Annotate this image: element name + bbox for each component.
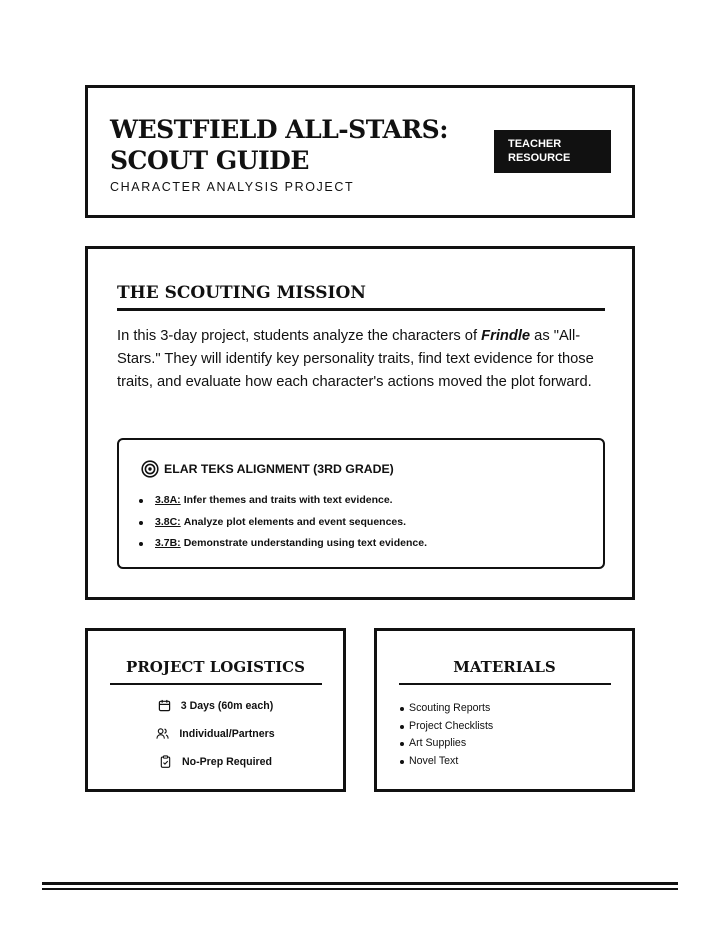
badge-line-2: RESOURCE (508, 152, 571, 164)
teks-title: ELAR TEKS ALIGNMENT (3RD GRADE) (164, 462, 394, 476)
logistics-label: No-Prep Required (181, 755, 273, 768)
list-item: Novel Text (400, 753, 493, 771)
page-subtitle: CHARACTER ANALYSIS PROJECT (110, 180, 355, 194)
list-item (139, 512, 427, 534)
teks-text: Demonstrate understanding using text evidence. (183, 537, 427, 549)
page-title (110, 114, 450, 176)
calendar-icon (158, 699, 171, 712)
list-item: Scouting Reports (400, 700, 493, 718)
logistics-item-duration (88, 699, 343, 712)
materials-list (400, 700, 493, 770)
logistics-title: PROJECT LOGISTICS (126, 658, 305, 676)
list-item (139, 533, 427, 555)
divider (110, 683, 322, 685)
header-box (85, 85, 635, 218)
teks-alignment-box (117, 438, 605, 569)
footer-rule (42, 888, 678, 890)
mission-description (117, 325, 607, 394)
logistics-label: 3 Days (60m each) (180, 699, 274, 712)
footer-rule (42, 882, 678, 885)
mission-section (85, 246, 635, 600)
logistics-item-grouping (88, 727, 343, 740)
mission-text-part-2: as "All-Stars." They will identify key personality traits, find text evidence for those traits, and evaluate how each character's actions moved the plot forward. (117, 328, 594, 390)
teks-text: Analyze plot elements and event sequences. (183, 515, 407, 528)
book-title: Frindle (481, 328, 531, 344)
divider (117, 308, 605, 311)
mission-title: THE SCOUTING MISSION (117, 283, 366, 303)
teks-code: 3.8A: (155, 494, 181, 506)
mission-text-part-1: In this 3-day project, students analyze the characters of (117, 328, 482, 344)
badge-line-1: TEACHER (508, 138, 562, 150)
logistics-label: Individual/Partners (179, 727, 275, 740)
list-item (139, 490, 427, 512)
title-line-2: SCOUT GUIDE (110, 146, 309, 175)
logistics-section (85, 628, 346, 792)
list-item: Art Supplies (400, 735, 493, 753)
clipboard-check-icon (159, 755, 172, 768)
divider (399, 683, 611, 685)
users-icon (156, 727, 169, 740)
teks-list (139, 490, 427, 555)
teks-code: 3.7B: (155, 537, 181, 549)
logistics-item-prep (88, 755, 343, 768)
materials-title: MATERIALS (453, 658, 556, 676)
list-item: Project Checklists (400, 718, 493, 736)
teacher-resource-badge (494, 130, 611, 173)
target-icon (141, 460, 159, 478)
teks-text: Infer themes and traits with text evidence. (183, 494, 393, 506)
teks-code: 3.8C: (155, 515, 181, 528)
title-line-1: WESTFIELD ALL-STARS: (110, 115, 448, 144)
materials-section (374, 628, 635, 792)
